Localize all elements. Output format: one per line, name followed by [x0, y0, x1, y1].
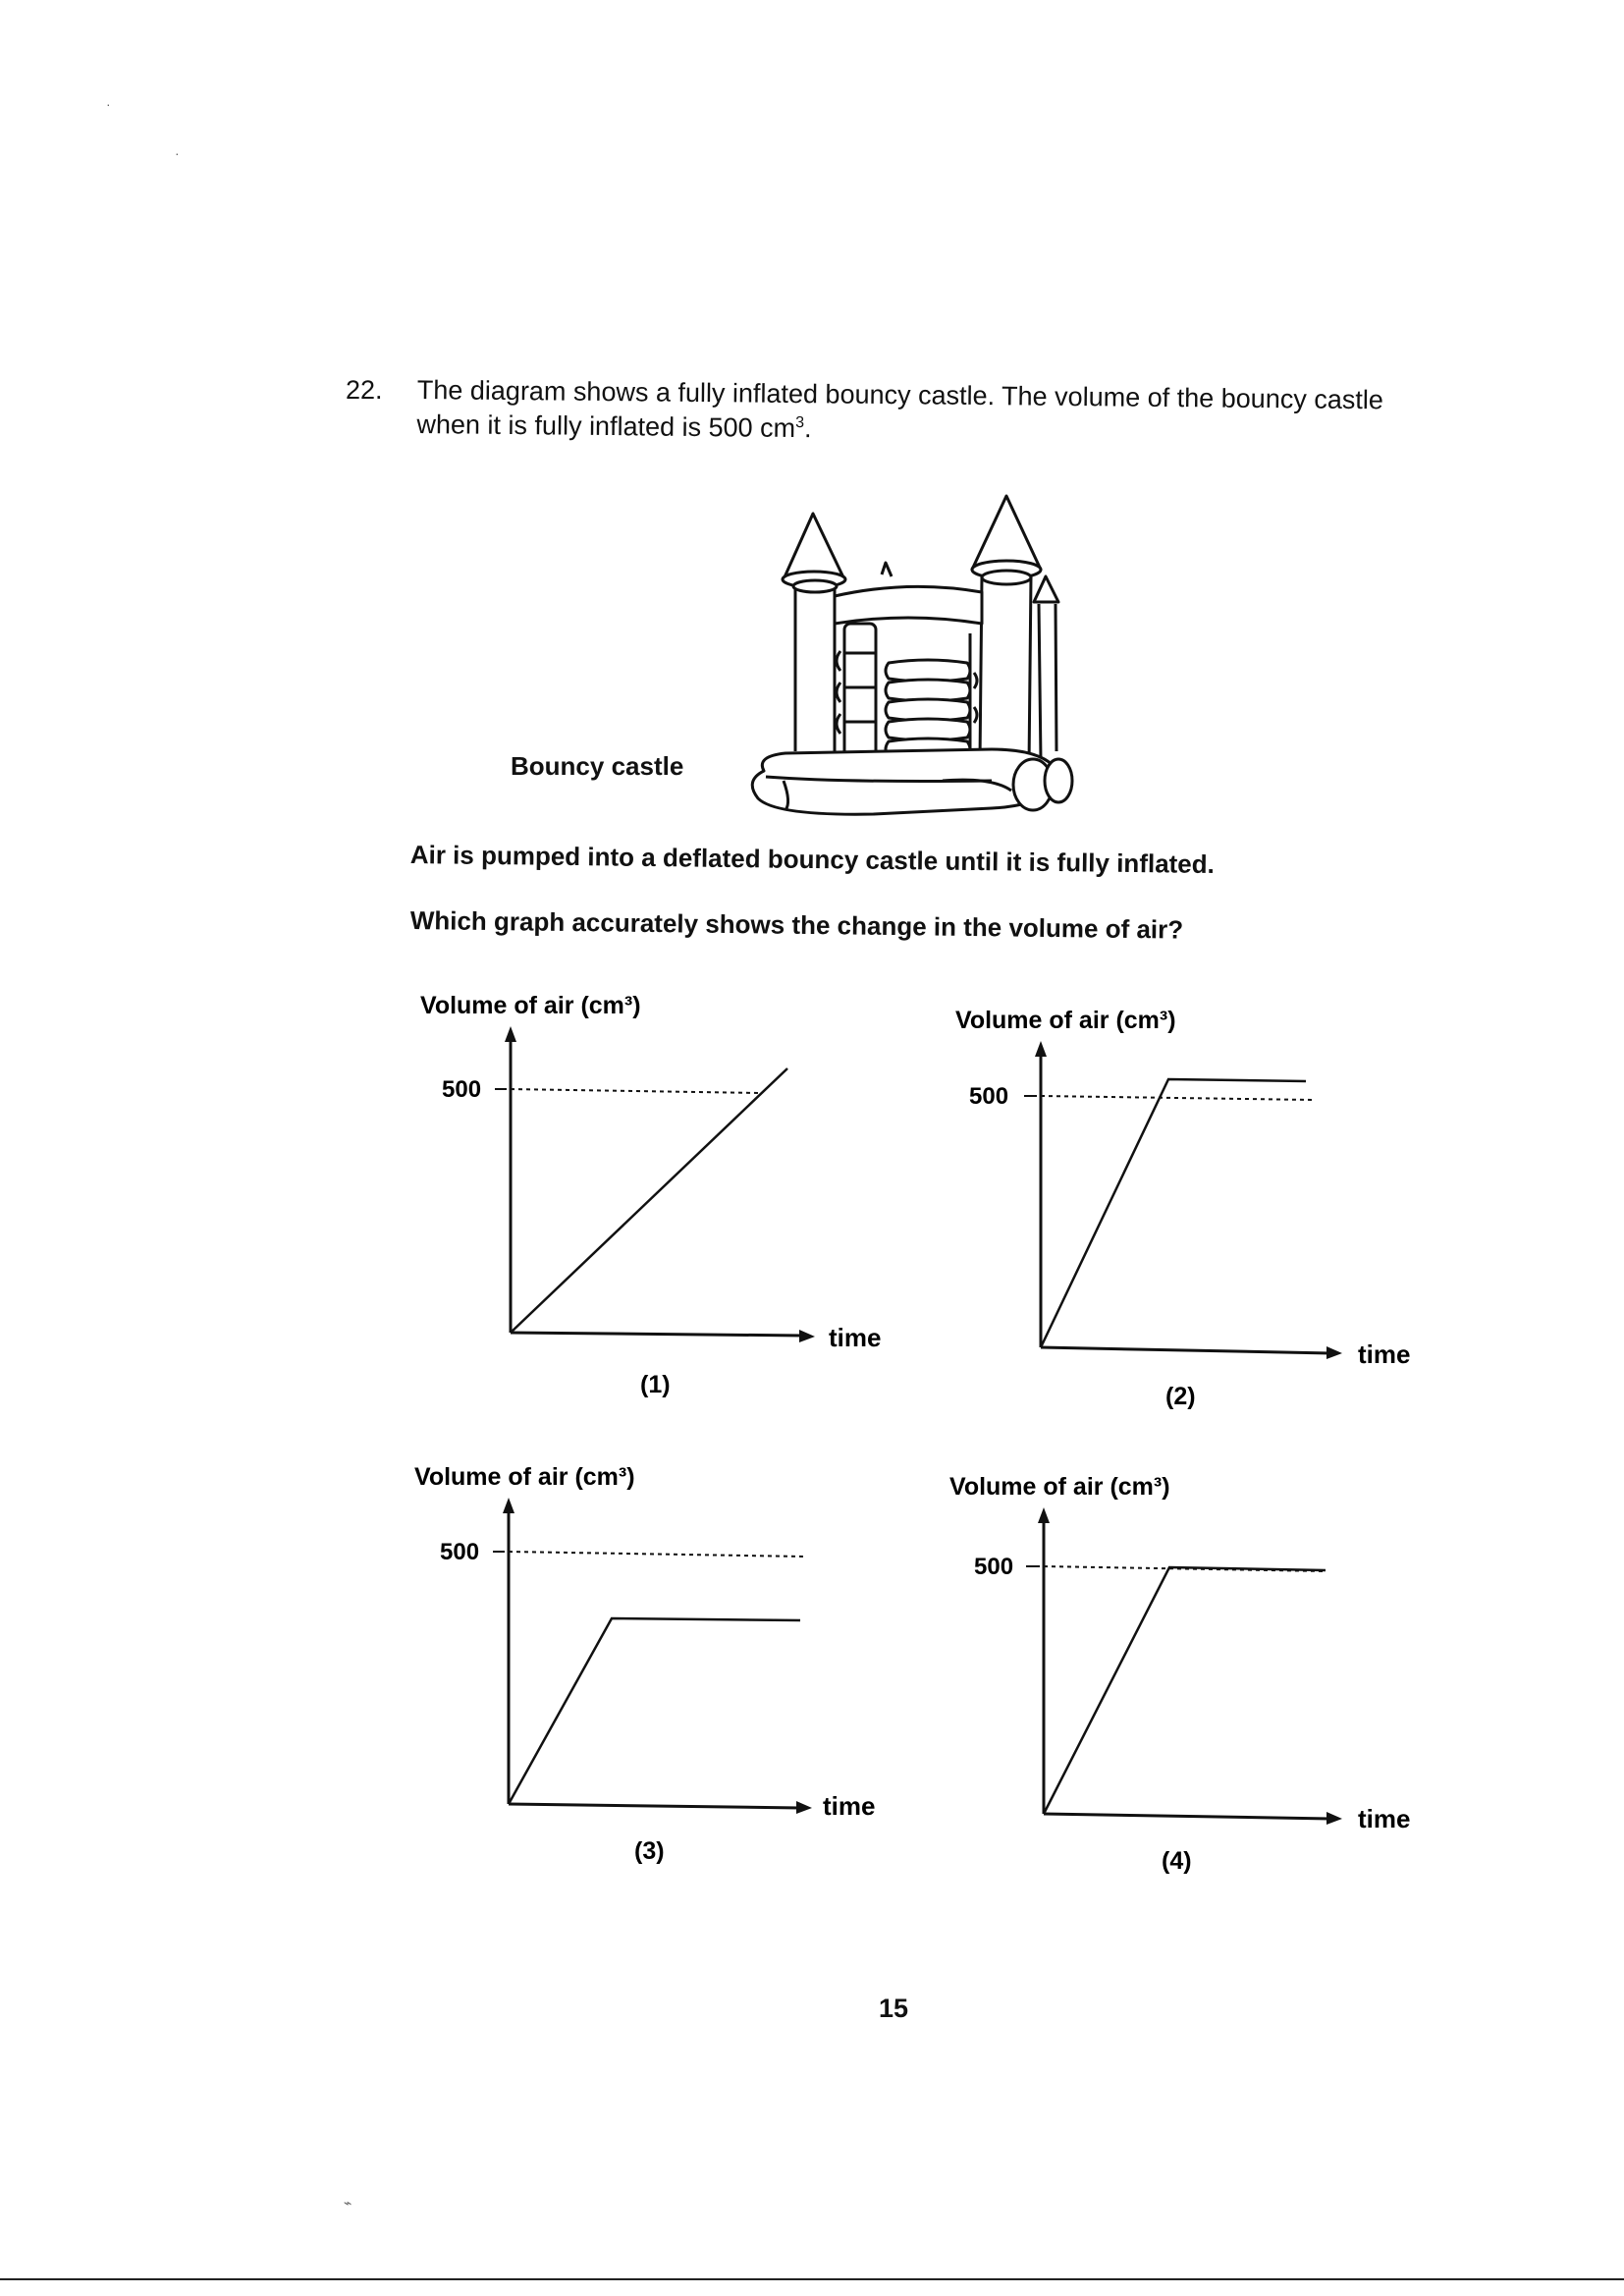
graph-option-3	[412, 1458, 903, 1881]
graph-3-500-reference-line	[509, 1552, 803, 1557]
graph-3-volume-line	[509, 1618, 800, 1804]
graph-option-2	[947, 1002, 1438, 1424]
graph-1-500-reference-line	[511, 1089, 758, 1093]
graph-2-y-arrow-icon	[1035, 1041, 1047, 1057]
graph-4-x-axis	[1044, 1814, 1330, 1819]
question-text	[416, 375, 1404, 450]
question-line-2: when it is fully inflated is 500 $cm^3$.	[416, 409, 812, 444]
question-line-1: The diagram shows a fully inflated bouncy castle. The volume of the bouncy castle	[416, 375, 1383, 415]
graph-option-1	[412, 987, 903, 1409]
page-bottom-rule	[0, 2278, 1624, 2280]
graph-4-volume-line	[1044, 1567, 1326, 1814]
graph-1-volume-line	[511, 1068, 787, 1333]
graph-3-y-label: Volume of air (cm³)	[414, 1463, 635, 1491]
bouncy-castle-label: Bouncy castle	[511, 751, 684, 781]
graph-3-x-label: time	[823, 1791, 876, 1821]
graph-3-x-axis	[509, 1804, 800, 1808]
graph-1-x-axis	[511, 1333, 803, 1336]
graph-2-x-axis	[1041, 1347, 1330, 1353]
graph-2-option-label: (2)	[1165, 1383, 1196, 1410]
graph-1-y-label: Volume of air (cm³)	[420, 992, 641, 1019]
bouncy-castle-illustration	[697, 486, 1080, 825]
graph-4-x-label: time	[1358, 1804, 1411, 1833]
graph-3-option-label: (3)	[634, 1837, 665, 1865]
scan-speck: ·	[175, 145, 180, 161]
scan-speck: ⌁	[344, 2195, 352, 2211]
graph-2-x-label: time	[1358, 1339, 1411, 1369]
graph-1-x-arrow-icon	[799, 1330, 815, 1342]
graph-3-tick-500: 500	[440, 1539, 480, 1565]
graph-4-y-label: Volume of air (cm³)	[949, 1473, 1170, 1501]
graph-1-y-arrow-icon	[505, 1026, 516, 1042]
graph-2-500-reference-line	[1041, 1096, 1313, 1100]
graph-4-y-arrow-icon	[1038, 1507, 1050, 1523]
graph-4-option-label: (4)	[1162, 1847, 1192, 1875]
question-stem-1: Air is pumped into a deflated bouncy castle until it is fully inflated.	[409, 840, 1216, 880]
graph-4-x-arrow-icon	[1326, 1812, 1342, 1825]
question-stem-2: Which graph accurately shows the change in the volume of air?	[409, 905, 1184, 945]
graph-2-y-label: Volume of air (cm³)	[955, 1007, 1176, 1034]
graph-2-tick-500: 500	[969, 1083, 1009, 1110]
graph-2-x-arrow-icon	[1326, 1346, 1342, 1359]
graph-3-x-arrow-icon	[796, 1801, 812, 1814]
scan-speck: ·	[106, 96, 111, 112]
question-number: 22.	[346, 375, 383, 405]
page-number: 15	[879, 1994, 909, 2023]
graph-option-4	[947, 1468, 1438, 1890]
graph-4-tick-500: 500	[974, 1554, 1014, 1580]
graph-1-option-label: (1)	[640, 1371, 671, 1398]
graph-1-x-label: time	[829, 1323, 882, 1352]
graph-1-tick-500: 500	[442, 1076, 482, 1103]
graph-3-y-arrow-icon	[503, 1498, 514, 1513]
graph-2-volume-line	[1041, 1079, 1306, 1347]
